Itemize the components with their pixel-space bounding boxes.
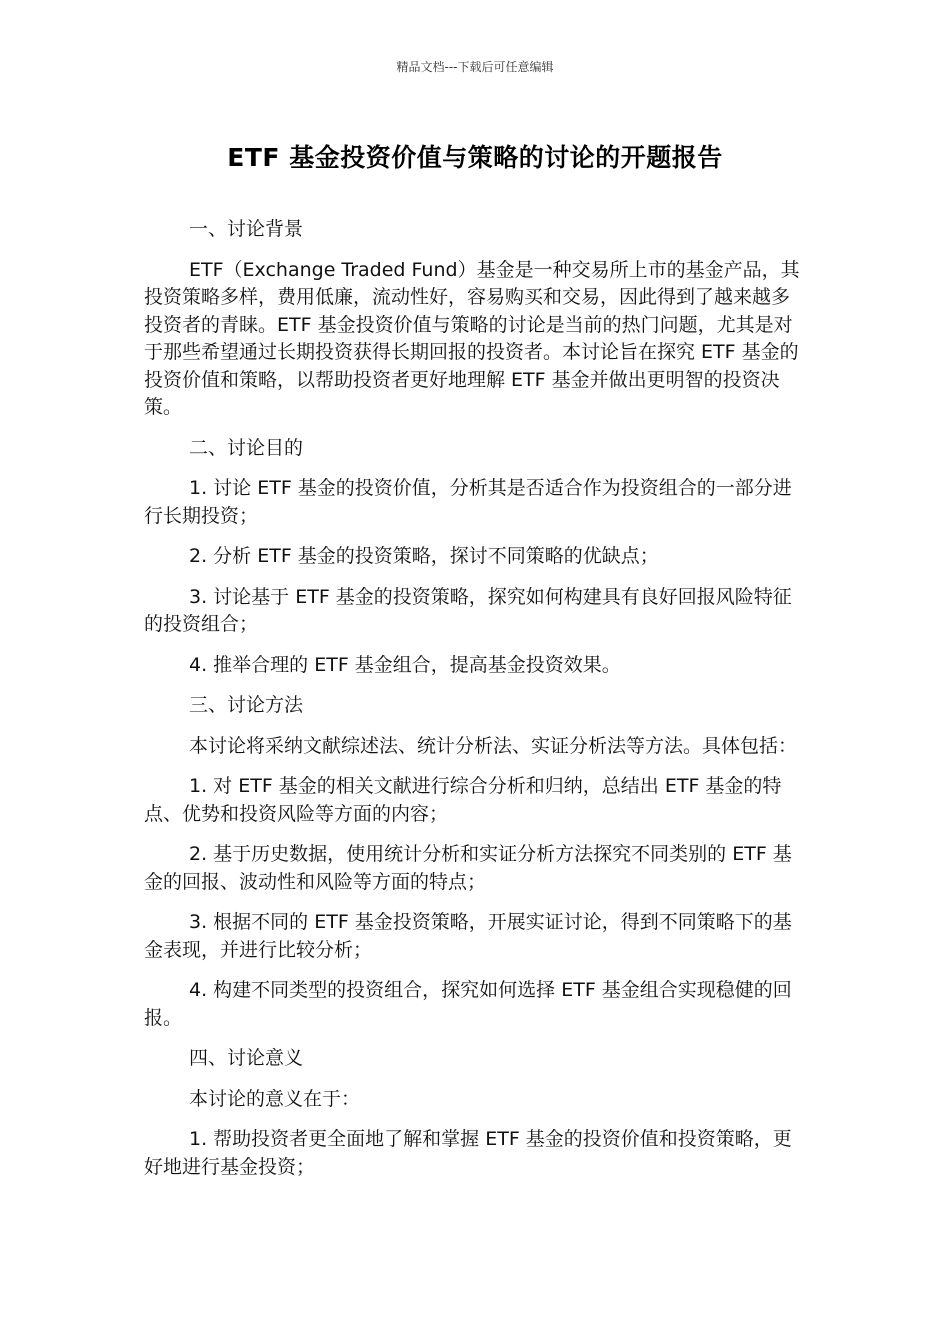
section-heading-purpose: 二、讨论目的 [189,436,304,459]
purpose-item-3: 3. 讨论基于 ETF 基金的投资策略，探究如何构建具有良好回报风险特征的投资组合； [144,585,792,635]
significance-intro: 本讨论的意义在于： [189,1087,361,1110]
purpose-item-4: 4. 推举合理的 ETF 基金组合，提高基金投资效果。 [189,653,621,676]
section-heading-method: 三、讨论方法 [189,694,304,716]
section-heading-background: 一、讨论背景 [189,218,304,240]
method-item-3: 3. 根据不同的 ETF 基金投资策略，开展实证讨论，得到不同策略下的基金表现，并进行比较分析； [144,911,792,961]
header-note: 精品文档---下载后可任意编辑 [396,60,554,74]
method-item-2: 2. 基于历史数据，使用统计分析和实证分析方法探究不同类别的 ETF 基金的回报、波动性和风险等方面的特点； [144,843,792,893]
purpose-item-2: 2. 分析 ETF 基金的投资策略，探讨不同策略的优缺点； [189,545,659,567]
document-body [144,216,806,1194]
purpose-item-1: 1. 讨论 ETF 基金的投资价值，分析其是否适合作为投资组合的一部分进行长期投资； [144,477,792,527]
method-item-4: 4. 构建不同类型的投资组合，探究如何选择 ETF 基金组合实现稳健的回报。 [144,979,792,1029]
paragraph-background: ETF（Exchange Traded Fund）基金是一种交易所上市的基金产品，其投资策略多样，费用低廉，流动性好，容易购买和交易，因此得到了越来越多投资者的青睐。ETF 基金投资价值与策略的讨论是当前的热门问题，尤其是对于那些希望通过长期投资获得长期回报的投资者。本讨论旨在探究 ETF 基金的投资价值和策略，以帮助投资者更好地理解 ETF 基金并做出更明智的投资决策。 [144,258,800,418]
method-intro: 本讨论将采纳文献综述法、统计分析法、实证分析法等方法。具体包括： [189,734,798,757]
document-title: ETF 基金投资价值与策略的讨论的开题报告 [227,143,723,172]
method-item-1: 1. 对 ETF 基金的相关文献进行综合分析和归纳，总结出 ETF 基金的特点、优势和投资风险等方面的内容； [144,775,782,825]
significance-item-1: 1. 帮助投资者更全面地了解和掌握 ETF 基金的投资价值和投资策略，更好地进行基金投资； [144,1128,792,1178]
section-heading-significance: 四、讨论意义 [189,1047,304,1069]
